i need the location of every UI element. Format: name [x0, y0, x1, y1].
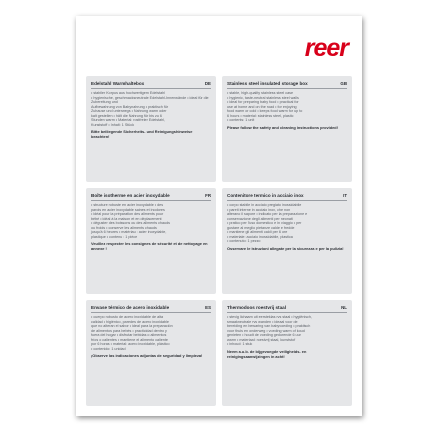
description-line: 6 hours • material: stainless steel, plastic	[227, 113, 294, 118]
description-line: fuera del hogar • disfrutar bebidas o alimentos	[91, 333, 167, 338]
description-line: • pratico per l'uso domestico e in viaggio • per	[227, 221, 302, 226]
card-description	[91, 91, 211, 127]
description-line: Zuhause und unterwegs • Nahrung warm oder	[91, 109, 167, 114]
card-description	[227, 91, 347, 123]
description-line: • hygienische, geschmacksneutrale Edelstahl-Innenwände • ideal für die Zubereitung und	[91, 95, 209, 105]
description-line: • contenuto: 1 pezzo	[227, 239, 261, 244]
card-gb	[222, 76, 352, 182]
card-header	[91, 193, 211, 201]
description-line: bébé • idéal à la maison et en déplacement	[91, 216, 162, 221]
card-es	[86, 300, 216, 406]
language-code: FR	[205, 193, 211, 198]
description-line: que no alteran el sabor • ideal para la preparación	[91, 324, 173, 329]
card-description	[227, 315, 347, 347]
description-line: ou froids • conserve les aliments chauds	[91, 225, 157, 230]
card-title: Thermodoos roestvrij staal	[227, 305, 286, 310]
description-line: • stevig lichaam uit eersteklas rvs staal • hygiënisch,	[227, 315, 312, 320]
description-line: genieten • houdt de voeding gedurende 6 uur	[227, 333, 301, 338]
card-title: Edelstahl Warmhaltebox	[91, 81, 145, 86]
description-line: • idéal pour la préparation des aliments pour	[91, 212, 164, 217]
card-header	[227, 305, 347, 313]
description-line: • structure robuste en acier inoxydable • des	[91, 203, 164, 208]
description-line: food warm or cold • keeps food warm for up to	[227, 109, 303, 114]
language-code: ES	[205, 305, 211, 310]
safety-note: Veuillez respecter les consignes de sécurité et de nettoyage en annexe !	[91, 241, 208, 252]
description-line: • cuerpo robusto de acero inoxidable de alta	[91, 315, 164, 320]
description-line: jusqu'à 6 heures • matériau : acier inoxydable,	[91, 230, 167, 235]
description-line: • stabiler Korpus aus hochwertigem Edelstahl	[91, 91, 166, 96]
card-fr	[86, 188, 216, 294]
card-de	[86, 76, 216, 182]
description-line: warm • materiaal: roestvrij staal, kunststof	[227, 337, 296, 342]
description-line: smaakneutrale rvs wanden • ideaal voor de	[227, 319, 298, 324]
description-line: • contenido: 1 unidad	[91, 346, 126, 351]
description-line: conservazione degli alimenti per neonati	[227, 216, 293, 221]
description-line: Aufbewahrung von Babynahrung • praktisch für	[91, 104, 169, 109]
language-code: IT	[343, 193, 347, 198]
card-title: Boîte isotherme en acier inoxydable	[91, 193, 170, 198]
description-line: • inhoud: 1 stuk	[227, 342, 253, 347]
description-line: alterano il sapore • indicato per la preparazione e	[227, 212, 308, 217]
card-title: Stainless steel insulated storage box	[227, 81, 308, 86]
card-title: Contenitore termico in acciaio inox	[227, 193, 304, 198]
safety-note: Please follow the safety and cleaning instructions provided!	[227, 124, 338, 130]
brand-logo: reer	[304, 34, 348, 62]
language-card-grid	[86, 76, 352, 406]
description-line: • materiale: acciaio inossidabile, plastica	[227, 234, 293, 239]
card-description	[227, 203, 347, 244]
safety-note: Neem a.u.b. de bijgevoegde veiligheids- en reinigingsaanwijzingen in acht!	[227, 348, 307, 359]
safety-note: Osservare le istruzioni allegate per la sicurezza e per la pulizia!	[227, 245, 344, 251]
card-nl	[222, 300, 352, 406]
description-line: bereiding en bewaring van babyvoeding • praktisch	[227, 324, 311, 329]
description-line: calidad • higiénico, paredes de acero inoxidable	[91, 319, 169, 324]
card-header	[227, 81, 347, 89]
safety-note: Bitte beiliegende Sicherheits- und Reinigungshinweise beachten!	[91, 129, 193, 140]
description-line: • contents: 1 unit	[227, 118, 255, 123]
card-header	[227, 193, 347, 201]
card-description	[91, 203, 211, 239]
description-line: voor thuis en onderweg • voeding warm of koud	[227, 328, 305, 333]
description-line: parois en acier inoxydable saines et inodores	[91, 207, 165, 212]
description-line: por 6 horas • material: acero inoxidable, plástico	[91, 342, 170, 347]
description-line: plastique • contenu : 1 pièce	[91, 234, 138, 239]
card-header	[91, 305, 211, 313]
card-header	[91, 81, 211, 89]
card-title: Envase térmico de acero inoxidable	[91, 305, 170, 310]
description-line: • mantiene gli alimenti caldi per 6 ore	[227, 230, 288, 235]
description-line: • hygienic, taste-neutral stainless steel walls	[227, 95, 299, 100]
description-line: • déguster des boissons ou des aliments chauds	[91, 221, 170, 226]
description-line: Stunden warm • Material: rostfreier Edelstahl,	[91, 118, 166, 123]
language-code: DE	[204, 81, 211, 86]
language-code: NL	[341, 305, 347, 310]
description-line: Kunststoff • Inhalt: 1 Stück	[91, 122, 135, 127]
safety-note: ¡Observe las indicaciones adjuntas de seguridad y limpieza!	[91, 353, 203, 359]
description-line: de alimentos para bebés • practicidad dentro y	[91, 328, 167, 333]
description-line: gustare al meglio pietanze calde e fredde	[227, 225, 295, 230]
language-code: GB	[340, 81, 347, 86]
description-line: • stable, high-quality stainless steel case	[227, 91, 294, 96]
product-sheet	[76, 16, 362, 416]
card-description	[91, 315, 211, 351]
description-line: • ideal for preparing baby food • practical for	[227, 100, 299, 105]
description-line: • pareti interne in acciaio inox, che non	[227, 207, 291, 212]
description-line: • corpo stabile in acciaio pregiato inossidabile	[227, 203, 302, 208]
card-it	[222, 188, 352, 294]
description-line: kalt gestellen • hält die Nahrung für bis zu 6	[91, 113, 162, 118]
description-line: use at home and on the road • for enjoying	[227, 104, 297, 109]
description-line: fríos o calientes • mantiene el alimento caliente	[91, 337, 168, 342]
